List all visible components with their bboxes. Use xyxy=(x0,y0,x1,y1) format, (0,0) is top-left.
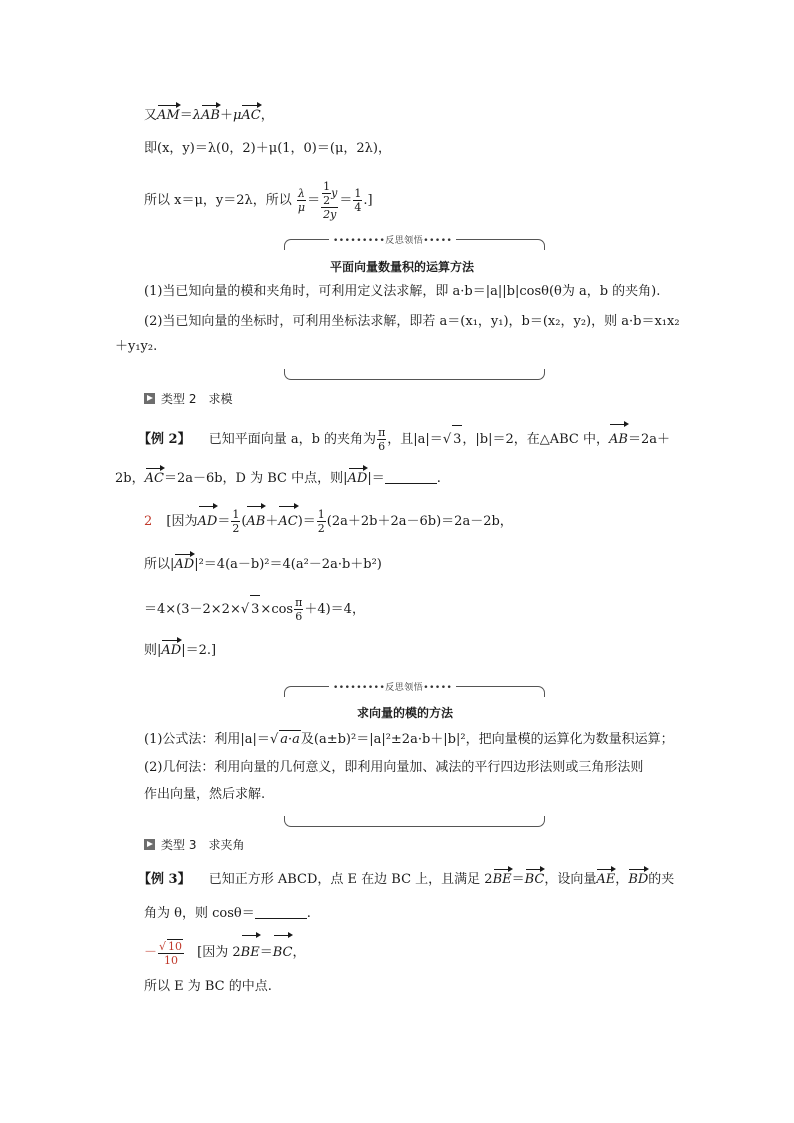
example-3-solution-2: 所以 E 为 BC 的中点. xyxy=(144,979,272,994)
text: ＋ xyxy=(265,514,279,529)
text: ， xyxy=(615,872,629,887)
note-box-bottom xyxy=(284,369,545,380)
vector-AC: AC xyxy=(144,471,164,486)
text: )＝ xyxy=(297,514,316,529)
answer-blank xyxy=(385,483,437,484)
note-box-bottom xyxy=(284,816,545,827)
text: ( xyxy=(241,514,247,529)
text: ，设向量 xyxy=(544,872,597,887)
vector-AB: AB xyxy=(609,426,628,454)
text: ，且|a|＝ xyxy=(387,432,443,447)
vector-BE: BE xyxy=(492,872,512,887)
solution-line-1 xyxy=(144,107,274,125)
text: 及(a±b)²＝|a|²±2a·b＋|b|²，把向量模的运算化为数量积运算； xyxy=(300,732,674,747)
numerator xyxy=(158,939,184,954)
text: ＝ xyxy=(179,108,193,123)
vector-AC: AC xyxy=(278,508,297,536)
sqrt-sign: √ xyxy=(269,732,279,747)
text: ＝ xyxy=(217,514,231,529)
reflection-label: •••••••••反思领悟••••• xyxy=(329,233,456,246)
text: ＝2a－6b，D 为 BC 中点，则| xyxy=(163,471,348,486)
answer: 2 xyxy=(144,514,153,529)
note2-item-1 xyxy=(144,730,674,749)
numerator: λ xyxy=(298,187,305,200)
text: 所以| xyxy=(144,557,175,572)
example-2-line-2 xyxy=(115,470,441,488)
vector-AB: AB xyxy=(246,508,265,536)
text: 所以 x＝μ，y＝2λ，所以 xyxy=(144,193,292,208)
fraction-pi-6 xyxy=(377,426,386,453)
text: ＝ xyxy=(307,193,321,208)
type-3-label xyxy=(144,836,244,854)
denominator: 6 xyxy=(295,610,303,623)
example-2-line-1 xyxy=(138,425,670,454)
reflection-label: •••••••••反思领悟••••• xyxy=(329,680,456,693)
note2-item-2: (2)几何法：利用向量的几何意义，即利用向量加、减法的平行四边形法则或三角形法则 xyxy=(144,760,644,775)
text: (1)公式法：利用|a|＝ xyxy=(144,732,270,747)
vector-AD: AD xyxy=(161,643,182,658)
example-tag: 【例 3】 xyxy=(138,872,191,887)
example-2-solution-2 xyxy=(144,556,382,574)
sqrt-content: 3 xyxy=(250,595,260,624)
numerator: π xyxy=(295,596,303,609)
vector-BD: BD xyxy=(628,872,649,887)
numerator: π xyxy=(378,426,386,439)
sqrt-sign: √ xyxy=(240,602,250,617)
note-title-1: 平面向量数量积的运算方法 xyxy=(330,260,475,274)
denominator: 2 xyxy=(317,522,325,535)
solution-line-2: 即(x，y)＝λ(0，2)＋μ(1，0)＝(μ，2λ)， xyxy=(144,141,391,156)
vector-AM: AM xyxy=(157,108,180,123)
vector-AD: AD xyxy=(174,557,195,572)
sqrt-content: 3 xyxy=(452,425,462,454)
text: ＝2a＋ xyxy=(627,432,670,447)
example-3-line-2 xyxy=(144,905,311,923)
fraction-half-y-over-2y xyxy=(321,180,338,221)
vector-BC: BC xyxy=(524,872,545,887)
note-title-2: 求向量的模的方法 xyxy=(357,706,454,720)
text: ＝4×(3－2×2× xyxy=(144,602,241,617)
note2-item-2-cont: 作出向量，然后求解. xyxy=(144,787,266,802)
type-2-label xyxy=(144,390,232,408)
answer xyxy=(144,939,185,967)
text: 类型 2 求模 xyxy=(161,392,233,406)
note1-item-2-cont: ＋y₁y₂. xyxy=(115,339,158,354)
text: ＋ xyxy=(219,108,233,123)
numerator: 1 xyxy=(323,180,331,193)
denominator: 6 xyxy=(378,440,386,453)
vector-BC: BC xyxy=(273,937,293,969)
vector-AD: AD xyxy=(198,508,218,536)
text: . xyxy=(306,906,311,921)
denominator: 4 xyxy=(354,201,362,214)
numerator: 1 xyxy=(317,508,325,521)
text: ＝ xyxy=(259,945,273,960)
example-tag: 【例 2】 xyxy=(138,432,191,447)
sqrt-content: 10 xyxy=(168,939,183,953)
fraction-half xyxy=(231,508,240,535)
text: . xyxy=(436,471,441,486)
text: y xyxy=(331,186,338,200)
play-icon xyxy=(144,393,155,404)
text: .] xyxy=(363,193,373,208)
text: 又 xyxy=(144,108,158,123)
text: ＋4)＝4， xyxy=(304,602,365,617)
sqrt-content: a·a xyxy=(280,732,300,747)
denominator: 10 xyxy=(164,953,179,967)
vector-AC: AC xyxy=(241,108,261,123)
text: 的夹 xyxy=(648,872,675,887)
example-3-solution-1 xyxy=(144,937,305,969)
text: ，|b|＝2，在△ABC 中， xyxy=(462,432,610,447)
note1-item-1: (1)当已知向量的模和夹角时，可利用定义法求解，即 a·b＝|a||b|cosθ(θ为 a，b 的夹角). xyxy=(144,284,661,299)
vector-BE: BE xyxy=(241,937,260,969)
solution-line-3 xyxy=(144,180,373,221)
sqrt-sign: √ xyxy=(159,939,167,953)
example-2-solution-3 xyxy=(144,595,365,624)
text: － xyxy=(144,945,158,960)
vector-AB: AB xyxy=(200,108,220,123)
text: 类型 3 求夹角 xyxy=(161,838,245,852)
text: 角为 θ，则 cosθ＝ xyxy=(144,906,255,921)
text: ， xyxy=(260,108,274,123)
fraction-answer xyxy=(158,939,184,967)
fraction-half xyxy=(317,508,326,535)
example-2-solution-4 xyxy=(144,642,216,660)
fraction-one-fourth xyxy=(353,187,362,214)
text: λ xyxy=(192,108,201,123)
text: ＝ xyxy=(339,193,353,208)
text: μ xyxy=(232,108,242,123)
numerator xyxy=(321,180,338,208)
denominator: 2 xyxy=(323,194,331,207)
vector-AE: AE xyxy=(596,872,616,887)
text: ＝ xyxy=(511,872,525,887)
text: |＝2.] xyxy=(181,643,217,658)
example-2-solution-1 xyxy=(144,508,513,536)
example-3-line-1 xyxy=(138,871,674,889)
text: ， xyxy=(292,945,306,960)
text: [因为 xyxy=(166,514,198,529)
text: 已知正方形 ABCD，点 E 在边 BC 上，且满足 2 xyxy=(208,872,493,887)
text: |²＝4(a－b)²＝4(a²－2a·b＋b²) xyxy=(194,557,382,572)
note1-item-2: (2)当已知向量的坐标时，可利用坐标法求解，即若 a＝(x₁，y₁)，b＝(x₂，y₂)，则 a·b＝x₁x₂ xyxy=(144,314,680,329)
sqrt-sign: √ xyxy=(442,432,452,447)
text: (2a＋2b＋2a－6b)＝2a－2b， xyxy=(326,514,513,529)
denominator: 2y xyxy=(323,208,337,221)
vector-AD: AD xyxy=(347,471,368,486)
fraction-pi-6 xyxy=(294,596,303,623)
answer-blank xyxy=(255,918,307,919)
text: 已知平面向量 a，b 的夹角为 xyxy=(208,432,377,447)
text: 2b， xyxy=(115,471,145,486)
fraction-lambda-mu xyxy=(297,187,306,214)
text: ×cos xyxy=(260,602,294,617)
text: 则| xyxy=(144,643,162,658)
text: |＝ xyxy=(367,471,385,486)
denominator: μ xyxy=(297,201,306,214)
play-icon xyxy=(144,839,155,850)
denominator: 2 xyxy=(232,522,240,535)
text: [因为 2 xyxy=(197,945,241,960)
numerator: 1 xyxy=(232,508,240,521)
numerator: 1 xyxy=(354,187,362,200)
